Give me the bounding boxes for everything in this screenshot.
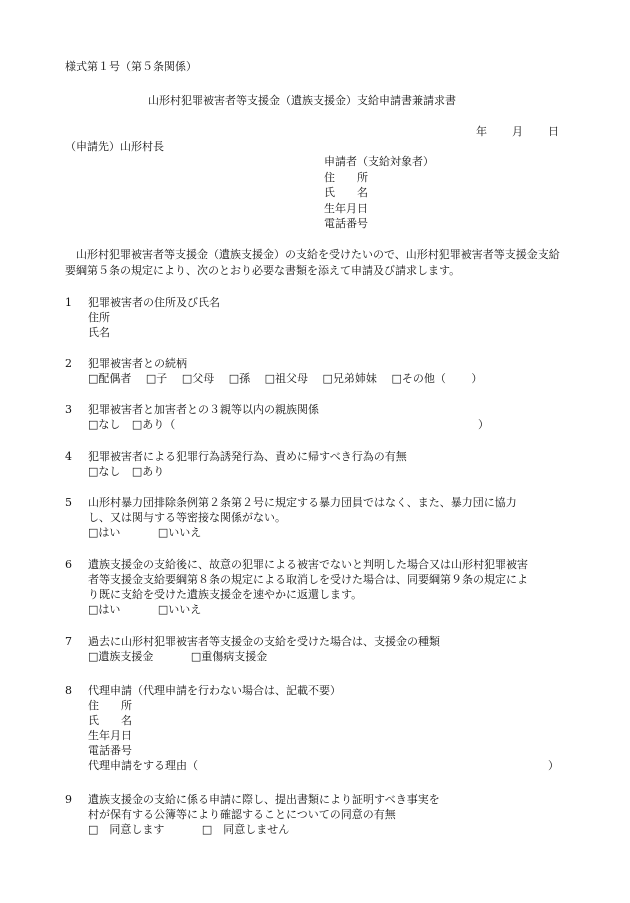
reason-close-paren: ）	[548, 759, 559, 772]
checkbox-none[interactable]: □なし	[88, 418, 121, 431]
applicant-dob-label: 生年月日	[324, 202, 368, 215]
section-number: 9	[65, 793, 72, 806]
intro-paragraph: 山形村犯罪被害者等支援金（遺族支援金）の支給を受けたいので、山形村犯罪被害者等支援金支給要綱第５条の規定により、次のとおり必要な書類を添えて申請及び請求します。	[65, 248, 560, 277]
statement-line-1: 山形村暴力団排除条例第２条第２号に規定する暴力団員ではなく、また、暴力団に協力	[88, 496, 517, 509]
agent-address-label: 住 所	[88, 699, 132, 712]
section-title: 過去に山形村犯罪被害者等支援金の支給を受けた場合は、支援金の種類	[88, 635, 440, 648]
applicant-heading: 申請者（支給対象者）	[324, 155, 434, 168]
date-year-label: 年	[476, 125, 487, 138]
checkbox-grandchild[interactable]: □孫	[228, 372, 251, 385]
applicant-name-label: 氏 名	[324, 186, 368, 199]
form-number: 様式第１号（第５条関係）	[65, 60, 197, 73]
checkbox-no[interactable]: □いいえ	[157, 526, 202, 539]
section-number: 6	[65, 558, 72, 571]
section-number: 5	[65, 496, 72, 509]
other-close-paren: ）	[471, 372, 483, 385]
checkbox-serious-injury-support[interactable]: □重傷病支援金	[190, 650, 268, 663]
agent-phone-label: 電話番号	[88, 744, 132, 757]
section-number: 4	[65, 450, 72, 463]
date-day-label: 日	[548, 125, 559, 138]
date-month-label: 月	[512, 125, 523, 138]
applicant-phone-label: 電話番号	[324, 217, 368, 230]
victim-name-label: 氏名	[88, 326, 110, 339]
checkbox-grandparents[interactable]: □祖父母	[264, 372, 309, 385]
checkbox-spouse[interactable]: □配偶者	[88, 372, 132, 385]
agent-dob-label: 生年月日	[88, 729, 132, 742]
statement-line-2: 者等支援金支給要綱第８条の規定による取消しを受けた場合は、同要綱第９条の規定によ	[88, 573, 528, 586]
victim-address-label: 住所	[88, 311, 110, 324]
checkbox-exists[interactable]: □あり（	[131, 418, 176, 431]
agent-name-label: 氏 名	[88, 714, 132, 727]
section-number: 1	[65, 296, 72, 309]
relation-close-paren: ）	[478, 418, 489, 431]
checkbox-other[interactable]: □その他（	[391, 372, 446, 385]
checkbox-exists[interactable]: □あり	[131, 465, 165, 478]
statement-line-3: り既に支給を受けた遺族支援金を速やかに返還します。	[88, 588, 363, 601]
checkbox-bereaved-support[interactable]: □遺族支援金	[88, 650, 154, 663]
section-number: 2	[65, 357, 72, 370]
section-number: 8	[65, 684, 72, 697]
section-title: 犯罪被害者による犯罪行為誘発行為、責めに帰すべき行為の有無	[88, 450, 407, 463]
statement-line-2: し、又は関与する等密接な関係がない。	[88, 511, 286, 524]
checkbox-child[interactable]: □子	[145, 372, 168, 385]
section-title: 犯罪被害者の住所及び氏名	[88, 296, 220, 309]
applicant-address-label: 住 所	[324, 171, 368, 184]
checkbox-none[interactable]: □なし	[88, 465, 121, 478]
addressee: （申請先）山形村長	[65, 140, 164, 153]
checkbox-no-consent[interactable]: □ 同意しません	[201, 823, 290, 836]
section-number: 7	[65, 635, 72, 648]
section-title: 犯罪被害者と加害者との３親等以内の親族関係	[88, 403, 319, 416]
statement-line-2: 村が保有する公簿等により確認することについての同意の有無	[88, 808, 396, 821]
statement-line-1: 遺族支援金の支給後に、故意の犯罪による被害でないと判明した場合又は山形村犯罪被害	[88, 558, 528, 571]
checkbox-yes[interactable]: □はい	[88, 526, 121, 539]
checkbox-consent[interactable]: □ 同意します	[88, 823, 165, 836]
statement-line-1: 遺族支援金の支給に係る申請に際し、提出書類により証明すべき事実を	[88, 793, 440, 806]
checkbox-yes[interactable]: □はい	[88, 603, 121, 616]
page-title: 山形村犯罪被害者等支援金（遺族支援金）支給申請書兼請求書	[148, 94, 456, 107]
agent-reason-label: 代理申請をする理由（	[88, 759, 198, 772]
section-title: 代理申請（代理申請を行わない場合は、記載不要）	[88, 684, 341, 697]
checkbox-siblings[interactable]: □兄弟姉妹	[322, 372, 377, 385]
section-number: 3	[65, 403, 72, 416]
checkbox-no[interactable]: □いいえ	[157, 603, 202, 616]
section-title: 犯罪被害者との続柄	[88, 357, 187, 370]
checkbox-parents[interactable]: □父母	[181, 372, 215, 385]
